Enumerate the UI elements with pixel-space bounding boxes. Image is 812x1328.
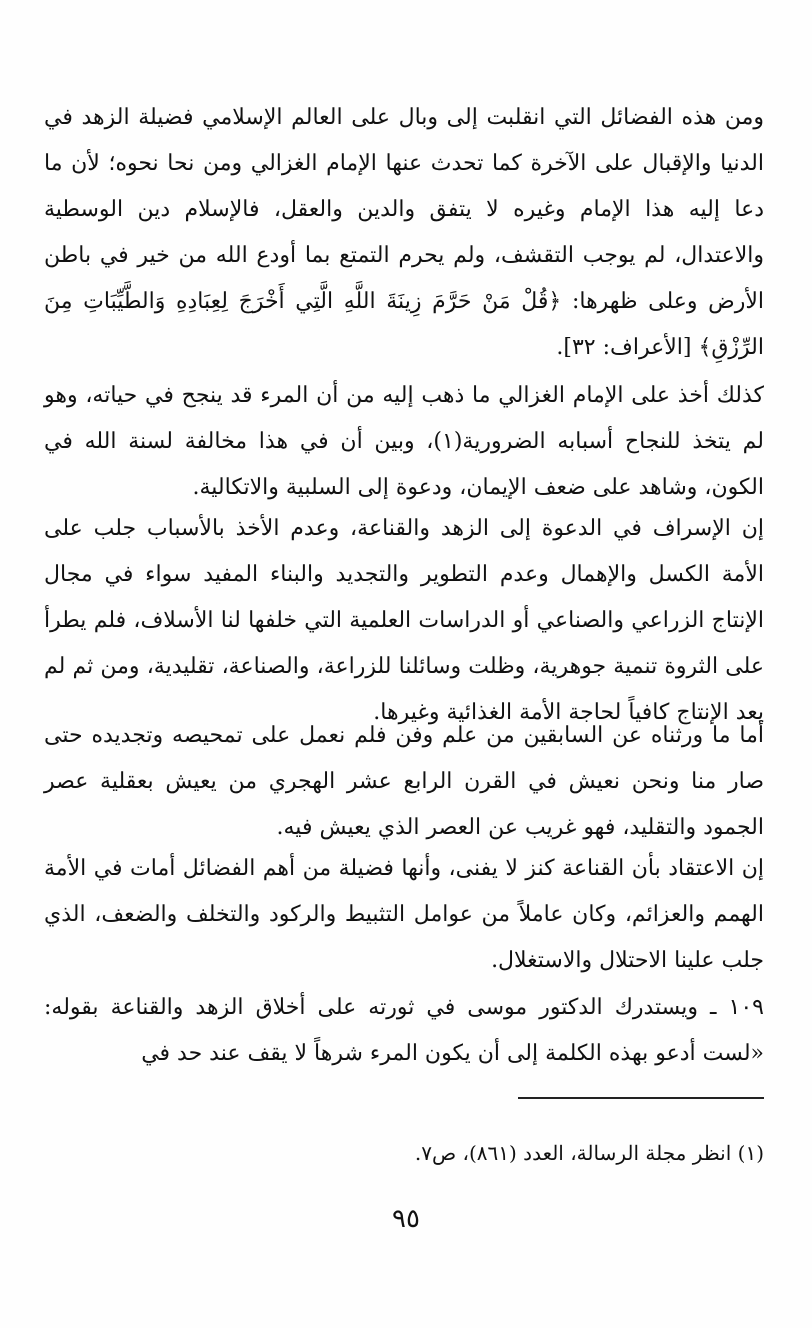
- paragraph-1: ومن هذه الفضائل التي انقلبت إلى وبال على العالم الإسلامي فضيلة الزهد في الدنيا والإقبال على الآخرة كما تحدث عنها الإمام الغزالي ومن نحا نحوه؛ لأن ما دعا إليه هذا الإمام وغيره لا يتفق والدين والعقل، فالإسلام دين الوسطية والاعتدال، لم يوجب التقشف، ولم يحرم التمتع بما أودع الله من خير في باطن الأرض وعلى ظهرها: ﴿قُلْ مَنْ حَرَّمَ زِينَةَ اللَّهِ الَّتِي أَخْرَجَ لِعِبَادِهِ وَالطَّيِّبَاتِ مِنَ الرِّزْقِ﴾ [الأعراف: ٣٢].: [44, 105, 764, 360]
- paragraph-6: ١٠٩ ـ ويستدرك الدكتور موسى في ثورته على أخلاق الزهد والقناعة بقوله: «لست أدعو بهذه الكلمة إلى أن يكون المرء شرهاً لا يقف عند حد في: [44, 995, 764, 1066]
- paragraph-4: أما ما ورثناه عن السابقين من علم وفن فلم نعمل على تمحيصه وتجديده حتى صار منا ونحن نعيش في القرن الرابع عشر الهجري من يعيش بعقلية عصر الجمود والتقليد، فهو غريب عن العصر الذي يعيش فيه.: [44, 723, 764, 840]
- footnote: (١) انظر مجلة الرسالة، العدد (٨٦١)، ص٧.: [414, 1141, 764, 1165]
- paragraph-3: إن الإسراف في الدعوة إلى الزهد والقناعة، وعدم الأخذ بالأسباب جلب على الأمة الكسل والإهمال وعدم التطوير والتجديد والبناء المفيد سواء في مجال الإنتاج الزراعي والصناعي أو الدراسات العلمية التي خلفها لنا الأسلاف، فلم يطرأ على الثروة تنمية جوهرية، وظلت وسائلنا للزراعة، والصناعة، تقليدية، ومن ثم لم يعد الإنتاج كافياً لحاجة الأمة الغذائية وغيرها.: [44, 516, 764, 725]
- paragraph-5: إن الاعتقاد بأن القناعة كنز لا يفنى، وأنها فضيلة من أهم الفضائل أمات في الأمة الهمم والعزائم، وكان عاملاً من عوامل التثبيط والركود والتخلف والضعف، الذي جلب علينا الاحتلال والاستغلال.: [44, 856, 764, 973]
- paragraph-2: كذلك أخذ على الإمام الغزالي ما ذهب إليه من أن المرء قد ينجح في حياته، وهو لم يتخذ للنجاح أسبابه الضرورية(١)، وبين أن في هذا مخالفة لسنة الله في الكون، وشاهد على ضعف الإيمان، ودعوة إلى السلبية والاتكالية.: [44, 383, 764, 500]
- page-number: ٩٥: [392, 1204, 420, 1234]
- footnote-divider: [518, 1097, 764, 1099]
